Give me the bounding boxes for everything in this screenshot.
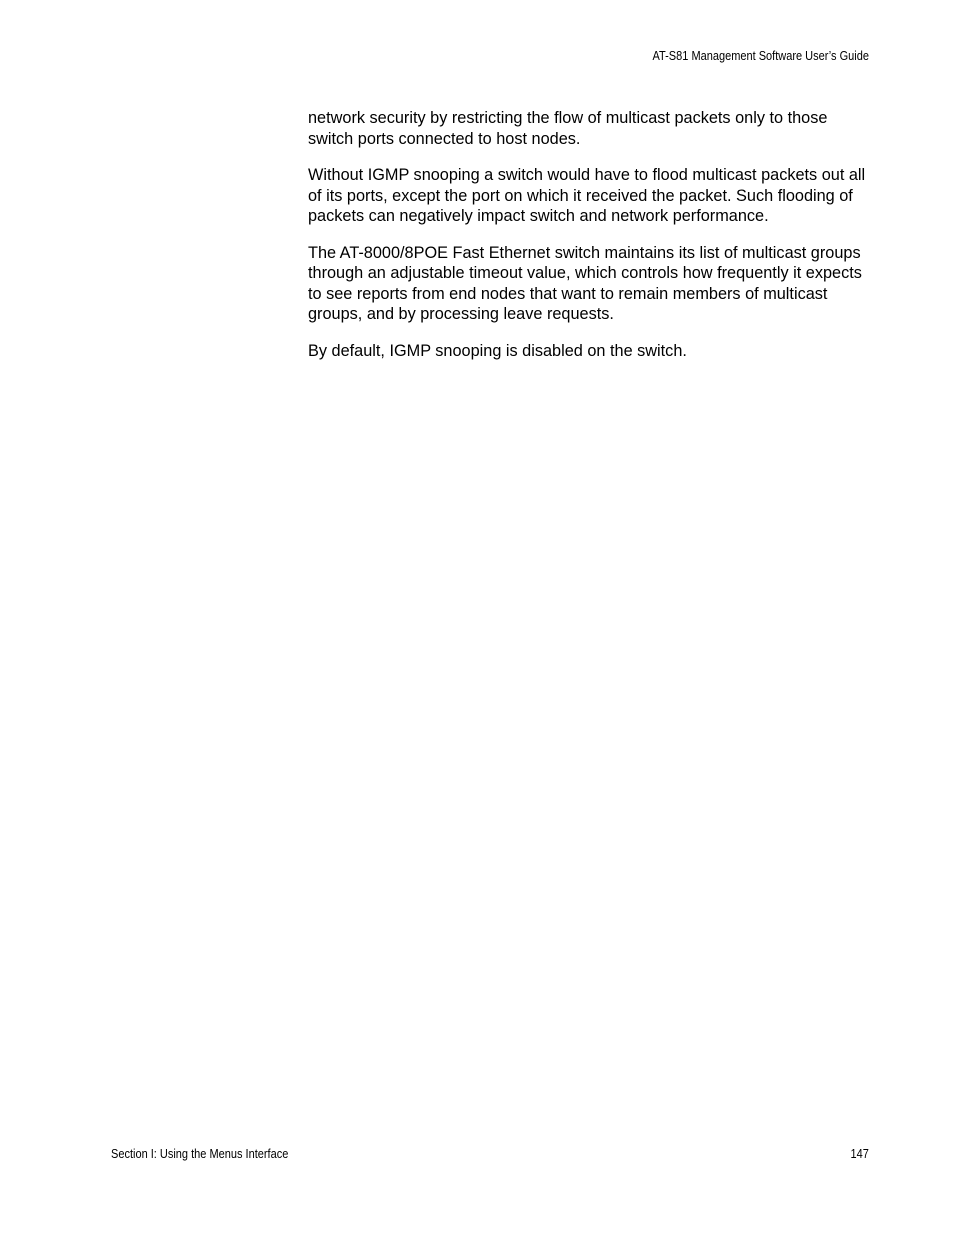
page-number: 147 xyxy=(850,1147,869,1161)
footer-section-title: Section I: Using the Menus Interface xyxy=(111,1147,289,1161)
paragraph: The AT-8000/8POE Fast Ethernet switch maintains its list of multicast groups through an adjustable timeout value, which controls how frequently it expects to see reports from end nodes that want to remain members of multicast groups, and by processing leave requests. xyxy=(308,243,862,323)
paragraph: By default, IGMP snooping is disabled on the switch. xyxy=(308,341,687,360)
running-header: AT-S81 Management Software User’s Guide xyxy=(652,49,869,63)
body-text xyxy=(308,108,874,377)
paragraph: network security by restricting the flow of multicast packets only to those switch ports connected to host nodes. xyxy=(308,109,828,148)
paragraph: Without IGMP snooping a switch would have to flood multicast packets out all of its ports, except the port on which it received the packet. Such flooding of packets can negatively impact switch and network performance. xyxy=(308,166,866,225)
